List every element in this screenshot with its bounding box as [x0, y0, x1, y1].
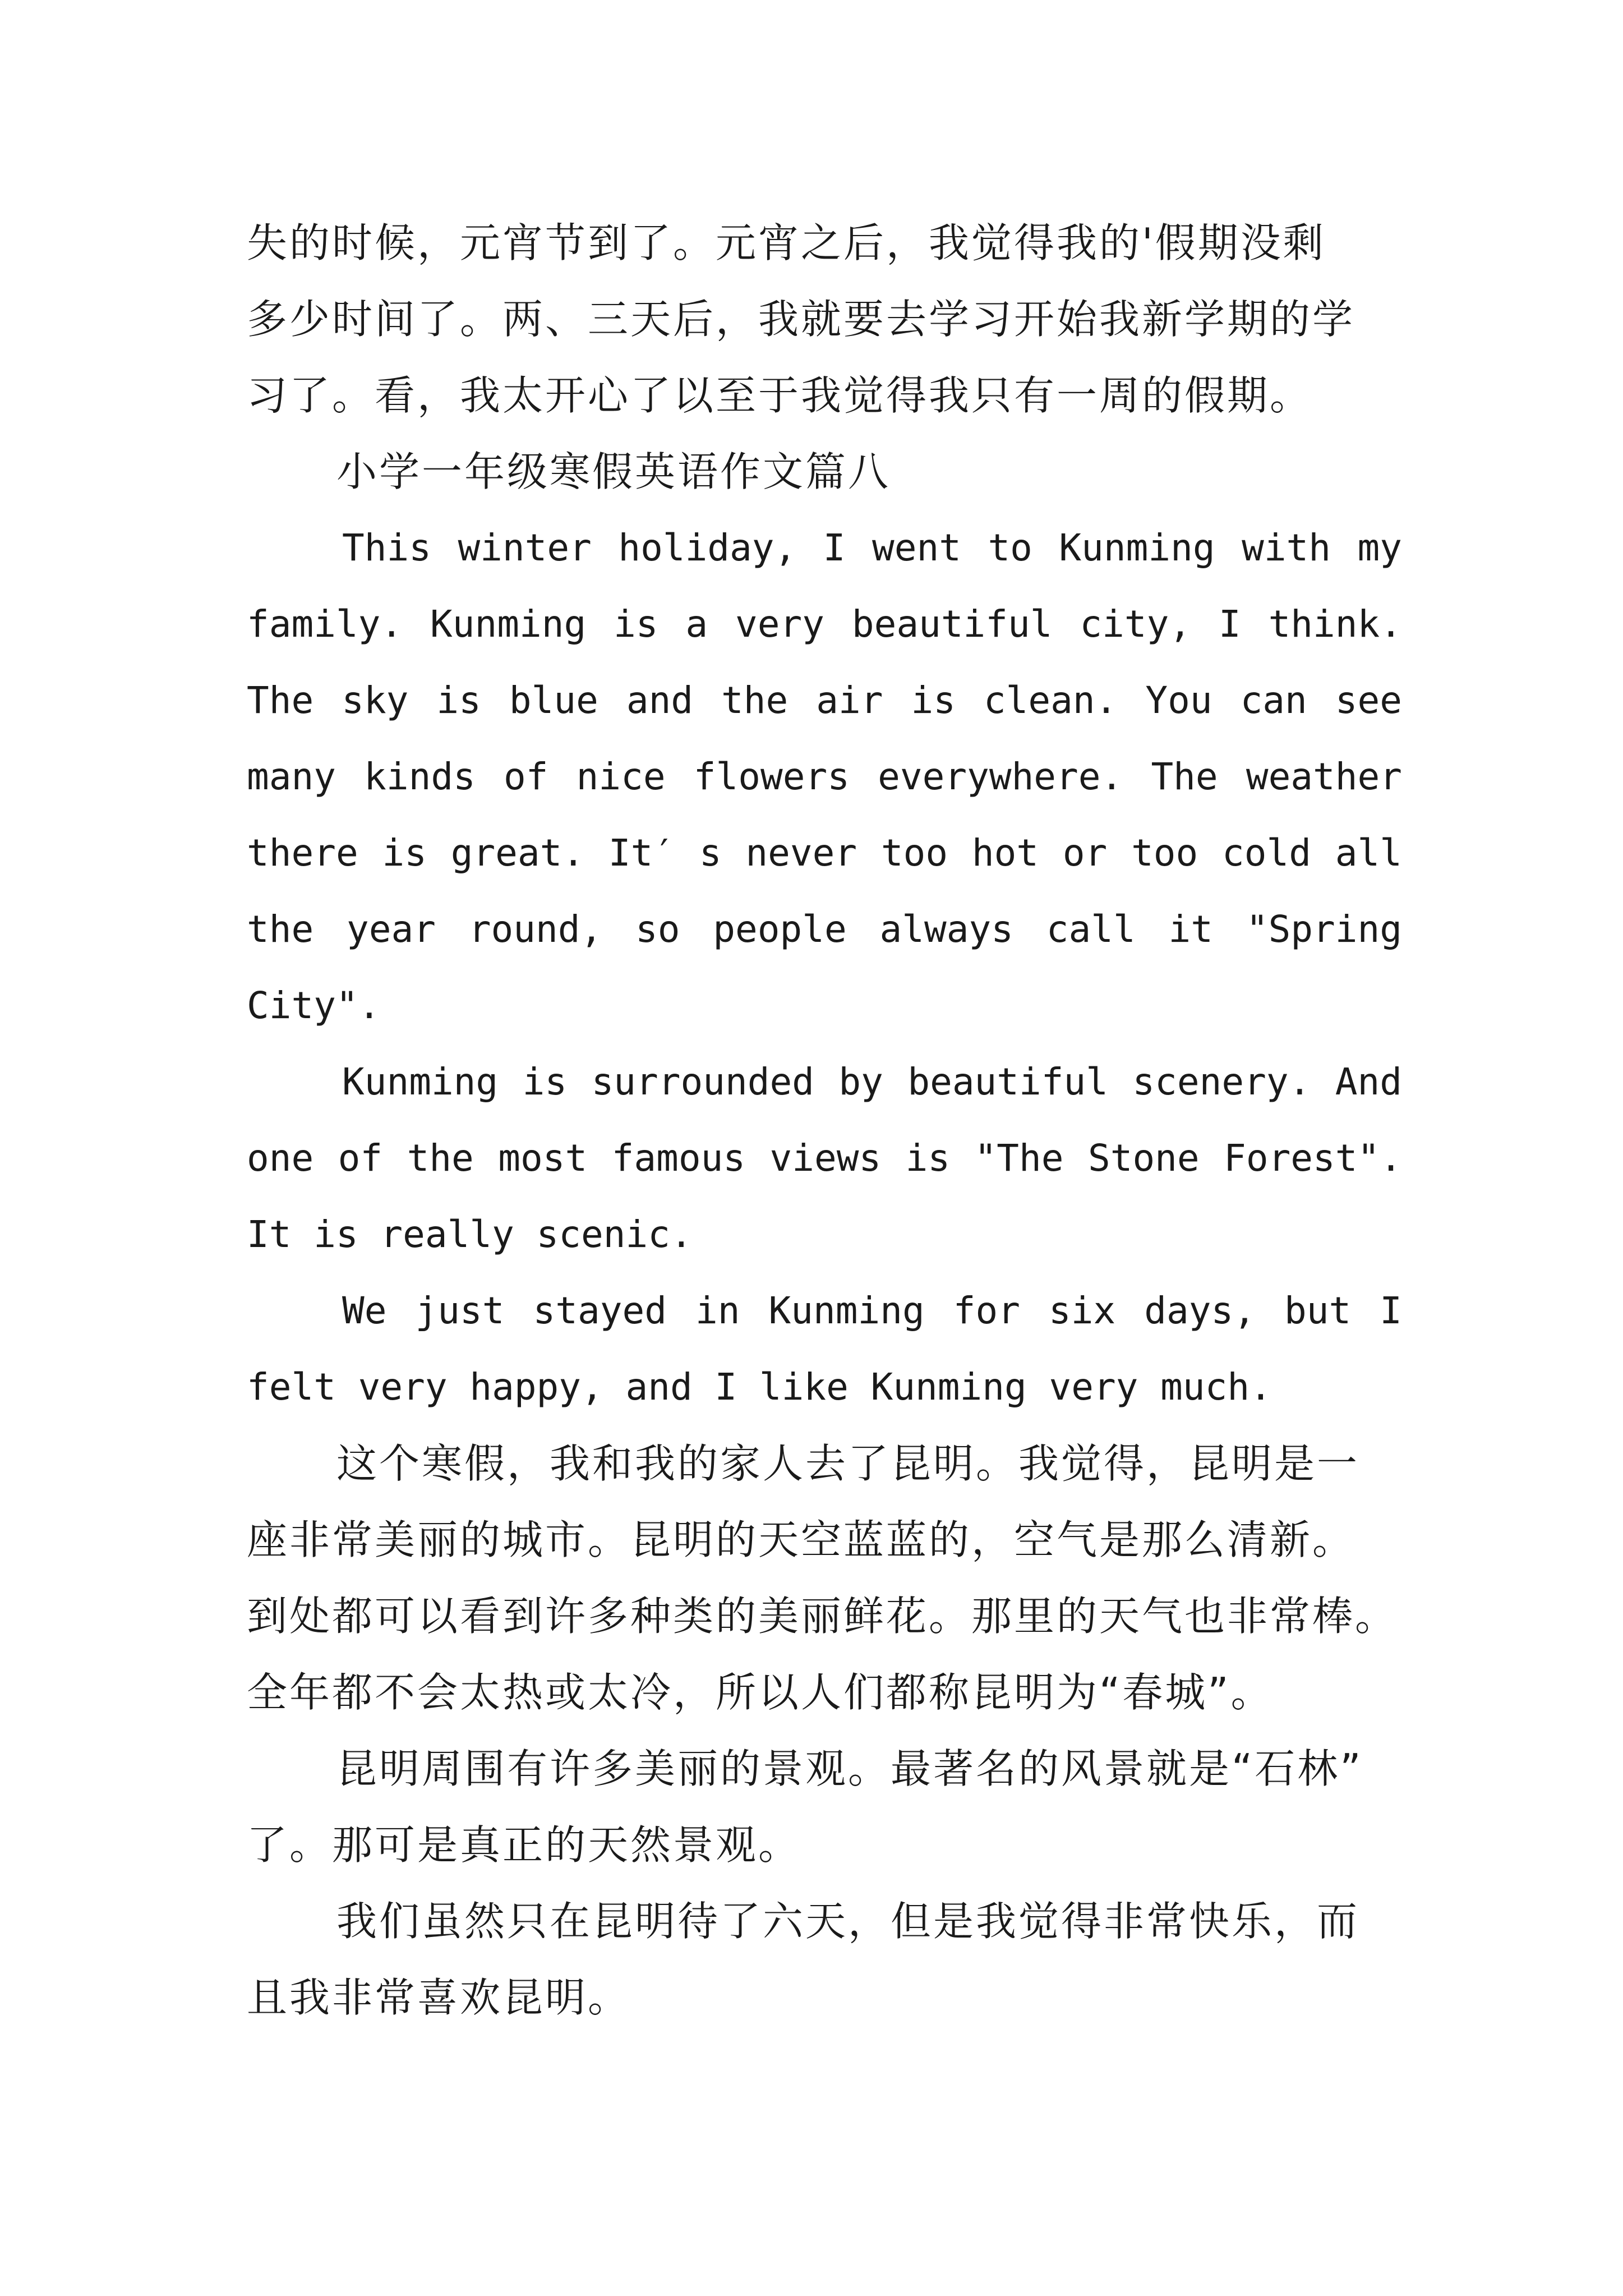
- text-line: 到处都可以看到许多种类的美丽鲜花。那里的天气也非常棒。: [247, 1593, 1398, 1640]
- text-line: family. Kunming is a very beautiful city, I think.: [247, 602, 1402, 646]
- text-line: the year round, so people always call it "Spring: [247, 908, 1402, 951]
- paragraph-chinese-3: [247, 1883, 1402, 2036]
- text-line: there is great. It′ s never too hot or too cold all: [247, 831, 1402, 875]
- text-line: We just stayed in Kunming for six days, but I: [342, 1289, 1402, 1332]
- text-line: The sky is blue and the air is clean. You can see: [247, 679, 1402, 722]
- paragraph-chinese-1: [247, 1425, 1402, 1731]
- text-line: Kunming is surrounded by beautiful scenery. And: [342, 1060, 1402, 1103]
- text-line: 失的时候，元宵节到了。元宵之后，我觉得我的'假期没剩: [247, 219, 1326, 266]
- section-heading: [247, 434, 1402, 510]
- text-line: 我们虽然只在昆明待了六天，但是我觉得非常快乐，而: [336, 1898, 1360, 1945]
- text-line: 习了。看，我太开心了以至于我觉得我只有一周的假期。: [247, 372, 1313, 419]
- text-line: This winter holiday, I went to Kunming with my: [342, 526, 1402, 569]
- text-line: City".: [247, 984, 381, 1027]
- text-line: one of the most famous views is "The Stone Forest".: [247, 1137, 1402, 1180]
- paragraph-chinese-2: [247, 1731, 1402, 1883]
- text-line: 全年都不会太热或太冷，所以人们都称昆明为“春城”。: [247, 1669, 1274, 1716]
- paragraph-english-1: [247, 510, 1402, 1044]
- text-line: 座非常美丽的城市。昆明的天空蓝蓝的，空气是那么清新。: [247, 1516, 1355, 1563]
- text-line: many kinds of nice flowers everywhere. The weather: [247, 755, 1402, 798]
- text-line: 且我非常喜欢昆明。: [247, 1974, 631, 2021]
- text-line: felt very happy, and I like Kunming very much.: [247, 1365, 1272, 1409]
- text-line: 这个寒假，我和我的家人去了昆明。我觉得，昆明是一: [336, 1440, 1360, 1487]
- paragraph-english-3: [247, 1273, 1402, 1425]
- document-body: [247, 205, 1402, 2036]
- text-line: 多少时间了。两、三天后，我就要去学习开始我新学期的学: [247, 296, 1355, 343]
- paragraph-english-2: [247, 1044, 1402, 1273]
- text-line: It is really scenic.: [247, 1213, 693, 1256]
- text-line: 昆明周围有许多美丽的景观。最著名的风景就是“石林”: [336, 1745, 1363, 1792]
- heading-line: 小学一年级寒假英语作文篇八: [336, 448, 891, 495]
- text-line: 了。那可是真正的天然景观。: [247, 1821, 801, 1869]
- paragraph-continuation: [247, 205, 1402, 434]
